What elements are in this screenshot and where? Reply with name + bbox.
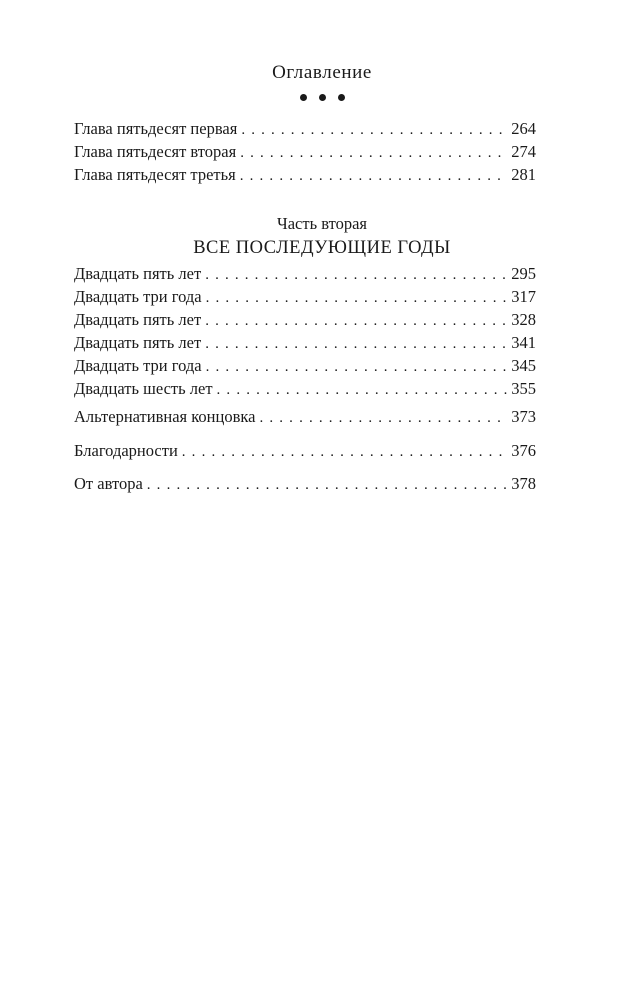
toc-entry-page: 281 [507,163,536,186]
toc-extra-entry [74,439,536,462]
toc-entry-page: 378 [507,472,536,495]
toc-chapters-list [74,117,536,186]
ornament-dots [0,94,644,101]
toc-entry [74,285,536,308]
dot-leader [205,310,507,333]
dot-leader [182,441,507,464]
toc-entry-label: Двадцать пять лет [74,331,205,354]
toc-entry-label: Глава пятьдесят третья [74,163,240,186]
toc-entry [74,308,536,331]
toc-entry-label: От автора [74,472,147,495]
dot-leader [147,474,507,497]
toc-entry [74,163,536,186]
dot-leader [241,119,507,142]
toc-entry-label: Двадцать три года [74,354,206,377]
toc-entry-page: 376 [507,439,536,462]
toc-entry [74,354,536,377]
dot-leader [206,287,508,310]
toc-entry-page: 328 [507,308,536,331]
dot-leader [240,142,507,165]
dot-leader [259,407,507,430]
toc-entry-label: Двадцать три года [74,285,206,308]
toc-entry-page: 317 [507,285,536,308]
toc-part-two-list [74,262,536,400]
part-label: Часть вторая [276,214,368,233]
toc-entry [74,439,536,462]
ornament-dot-icon [319,94,326,101]
toc-entry [74,377,536,400]
ornament-dot-icon [300,94,307,101]
toc-entry-page: 341 [507,331,536,354]
toc-extra-entry [74,472,536,495]
toc-entry-label: Двадцать пять лет [74,308,205,331]
dot-leader [217,379,508,402]
toc-entry-page: 274 [507,140,536,163]
dot-leader [206,356,508,379]
toc-entry-page: 373 [507,405,536,428]
toc-extra-entry [74,405,536,428]
toc-entry [74,405,536,428]
toc-entry [74,472,536,495]
toc-entry-page: 295 [507,262,536,285]
dot-leader [205,333,507,356]
toc-entry-page: 355 [507,377,536,400]
toc-entry [74,117,536,140]
toc-entry-label: Благодарности [74,439,182,462]
toc-entry-label: Двадцать шесть лет [74,377,217,400]
part-title: ВСЕ ПОСЛЕДУЮЩИЕ ГОДЫ [193,238,451,258]
toc-entry-label: Альтернативная концовка [74,405,259,428]
toc-entry-label: Двадцать пять лет [74,262,205,285]
toc-entry [74,140,536,163]
toc-title: Оглавление [272,62,372,83]
toc-entry-label: Глава пятьдесят вторая [74,140,240,163]
toc-entry-label: Глава пятьдесят первая [74,117,241,140]
toc-entry [74,262,536,285]
dot-leader [205,264,507,287]
toc-entry-page: 345 [507,354,536,377]
dot-leader [240,165,508,188]
ornament-dot-icon [338,94,345,101]
toc-entry-page: 264 [507,117,536,140]
toc-entry [74,331,536,354]
